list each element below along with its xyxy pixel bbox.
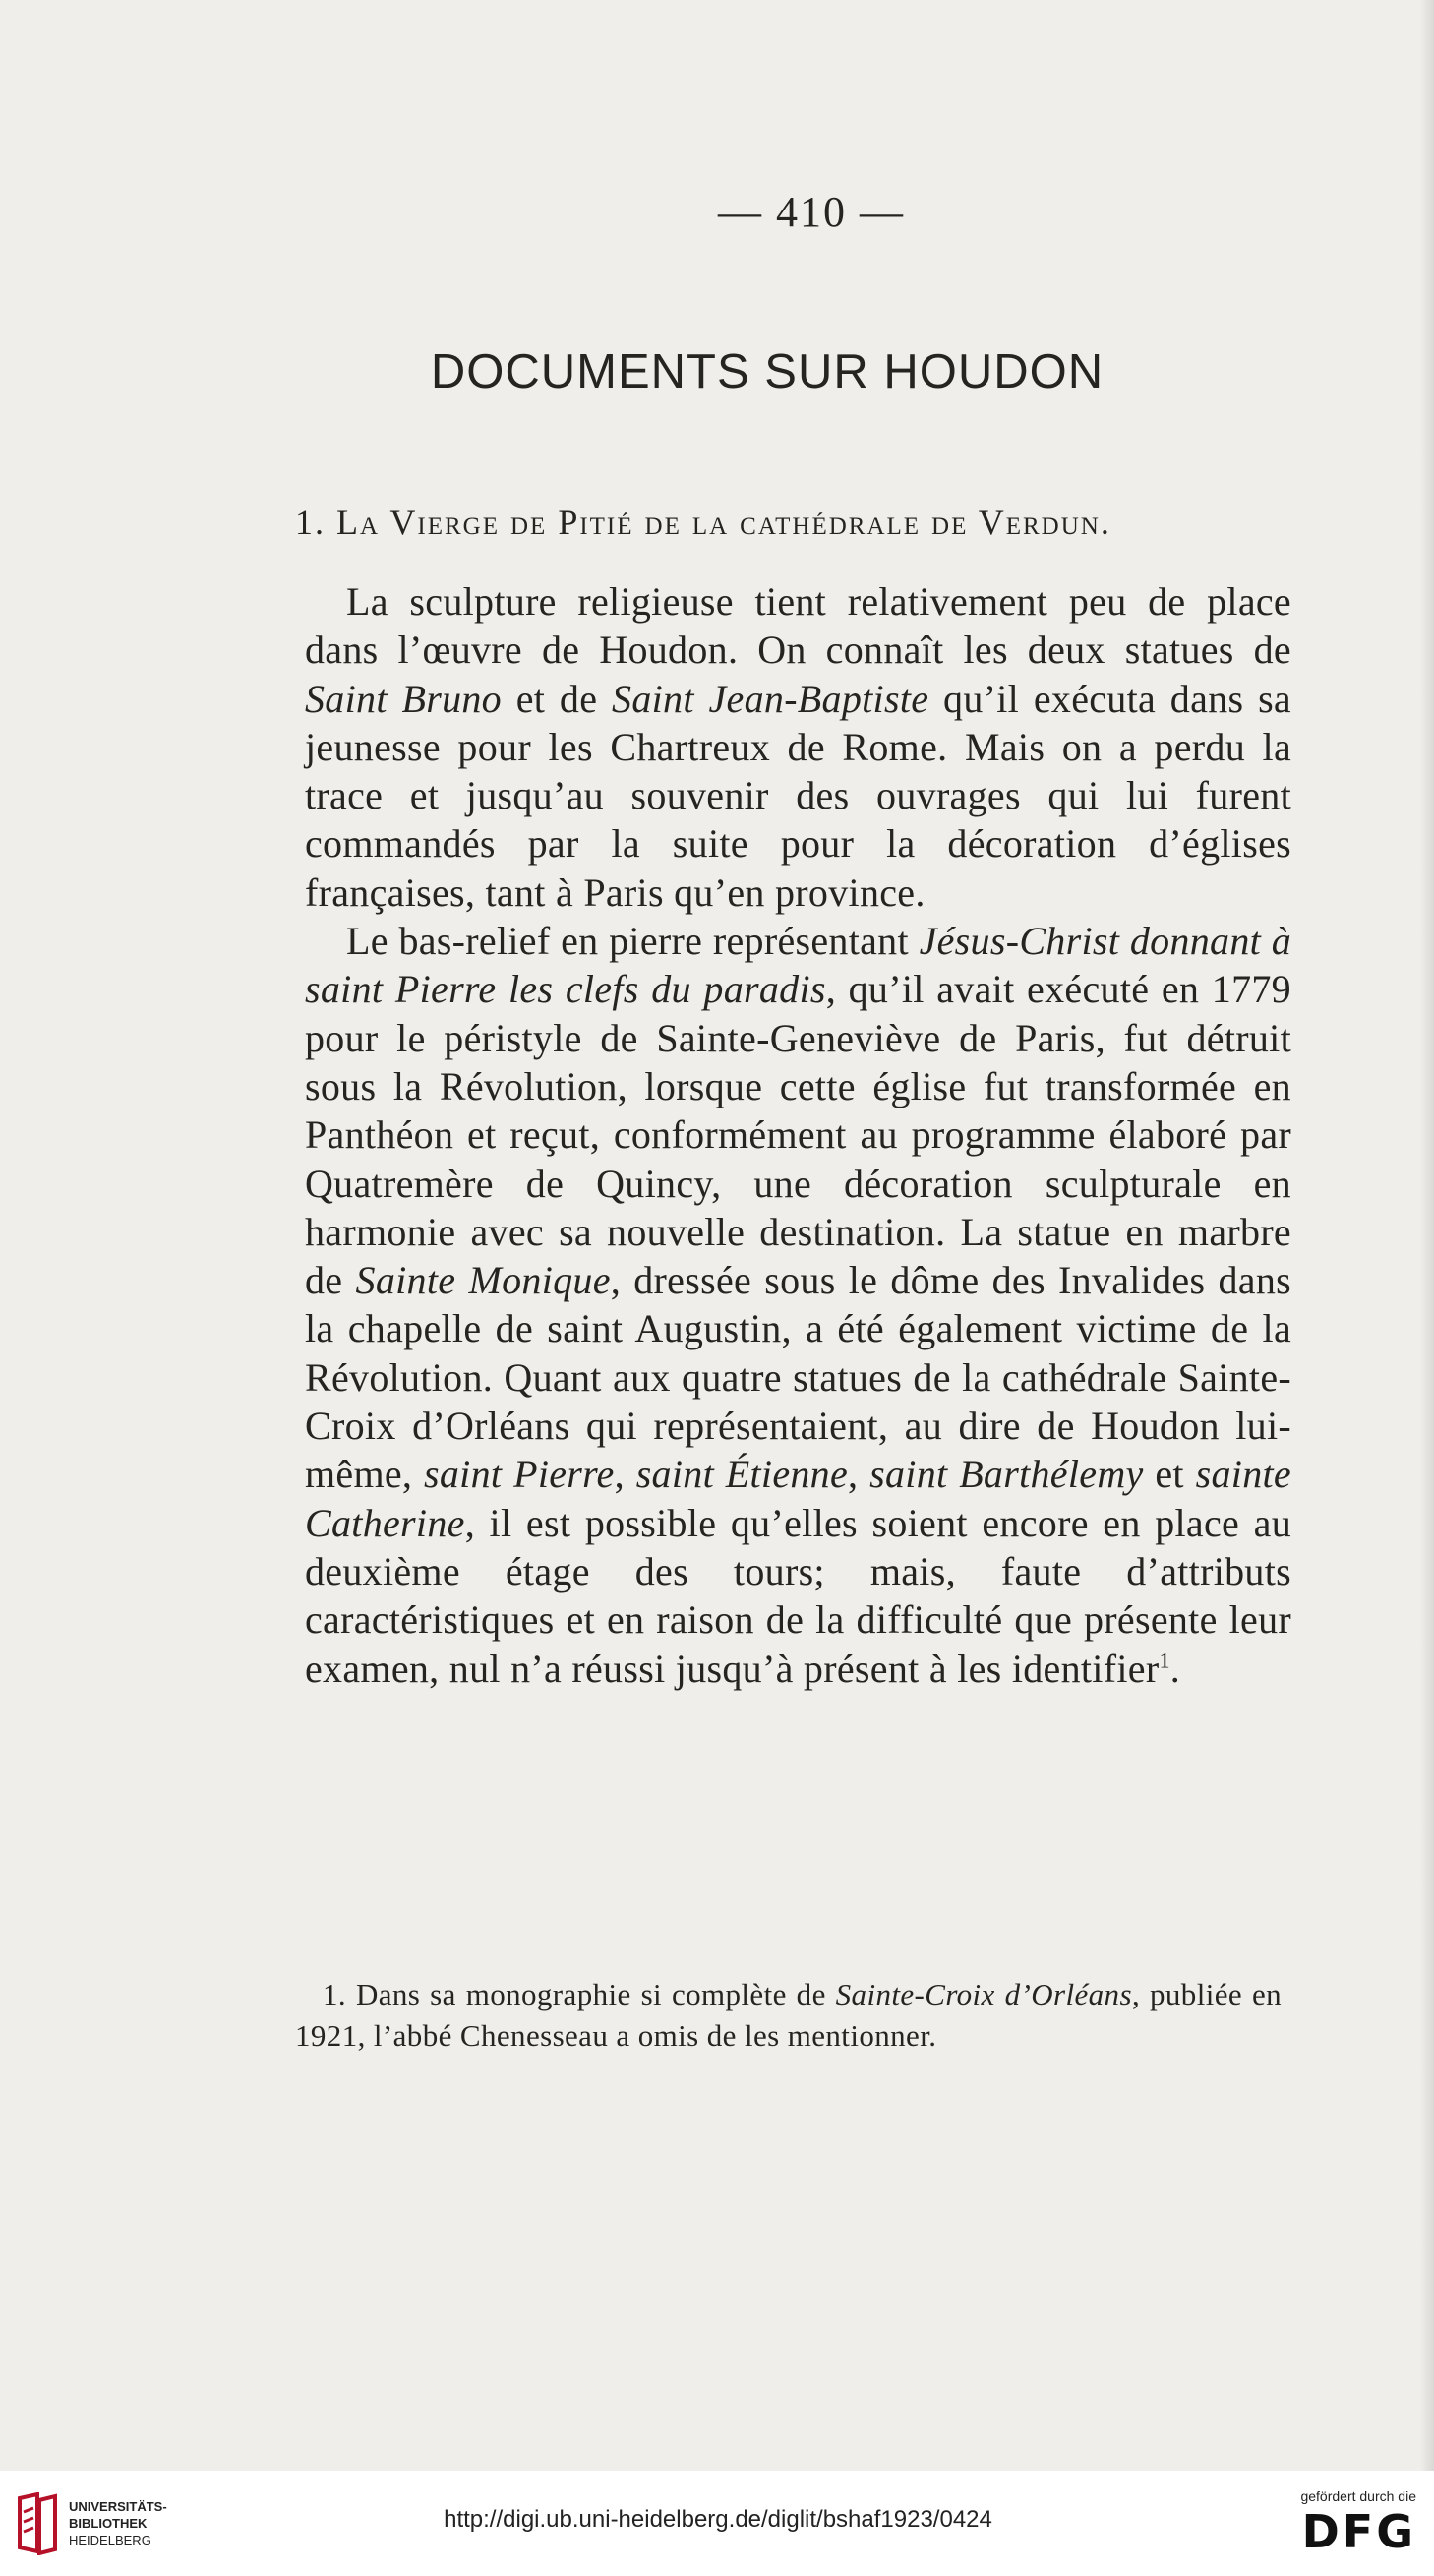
section-heading: 1. La Vierge de Pitié de la cathédrale de Verdun.	[295, 503, 1111, 542]
italic-title: saint Étienne	[635, 1452, 849, 1497]
library-name-line: BIBLIOTHEK	[69, 2516, 148, 2531]
paragraph-1	[305, 577, 1291, 917]
italic-title: Saint Jean-Baptiste	[612, 676, 929, 721]
italic-title: Sainte Monique	[355, 1258, 611, 1303]
text-run: 1. Dans sa monographie si complète de	[323, 1977, 836, 2011]
text-run: Le bas-relief en pierre représentant	[346, 919, 920, 964]
italic-title: Saint Bruno	[305, 676, 502, 721]
text-run: ,	[614, 1452, 636, 1497]
library-name-line: UNIVERSITÄTS-	[69, 2499, 167, 2514]
page-number: — 410 —	[718, 188, 905, 236]
text-run: et	[1143, 1452, 1196, 1497]
page-title: DOCUMENTS SUR HOUDON	[430, 345, 1105, 398]
italic-title: Jésus-Christ donnant à saint Pierre les clefs du paradis	[305, 919, 1291, 1012]
document-url-link[interactable]: http://digi.ub.uni-heidelberg.de/diglit/bshaf1923/0424	[444, 2506, 992, 2533]
footnote-1	[295, 1974, 1282, 2057]
text-run: , il est possible qu’elles soient encore en place au deuxième étage des tours; mais, faute d’attributs caractéristiques et en raison de la difficulté que présente leur examen, nul n’a réussi jusqu’à présent à les identifier	[305, 1500, 1291, 1691]
body-text	[305, 577, 1291, 1693]
text-run: , dressée sous le dôme des Invalides dans la chapelle de saint Augustin, a été également victime de la Révolution. Quant aux quatre statues de la cathédrale Sainte-Croix d’Orléans qui représentaient, au dire de Houdon lui-même,	[305, 1258, 1292, 1497]
text-run: qu’il exécuta dans sa jeunesse pour les Chartreux de Rome. Mais on a perdu la trace et jusqu’au souvenir des ouvrages qui lui furent commandés par la suite pour la décoration d’églises françaises, tant à Paris qu’en province.	[305, 676, 1291, 915]
text-run: , qu’il avait exécuté en 1779 pour le péristyle de Sainte-Geneviève de Paris, fut détruit sous la Révolution, lorsque cette église fut transformée en Panthéon et reçut, conformément au programme élaboré par Quatremère de Quincy, une décoration sculpturale en harmonie avec sa nouvelle destination. La statue en marbre de	[305, 967, 1291, 1303]
text-run: .	[1169, 1646, 1181, 1691]
footnote	[295, 1974, 1282, 2057]
dfg-logo[interactable]: DFG	[1301, 2505, 1416, 2558]
text-run: ,	[848, 1452, 870, 1497]
paragraph-2	[305, 917, 1291, 1693]
italic-title: sainte Catherine	[305, 1452, 1291, 1545]
page-edge-shadow	[1420, 0, 1434, 2471]
funding-notice	[1239, 2488, 1416, 2559]
text-run: et de	[501, 676, 613, 721]
footnote-marker: 1	[1159, 1647, 1170, 1673]
library-name	[69, 2498, 167, 2548]
footer-bar	[0, 2471, 1434, 2576]
funding-label: gefördert durch die	[1300, 2488, 1416, 2504]
text-run: , publiée en 1921, l’abbé Chenesseau a omis de les mentionner.	[295, 1977, 1283, 2053]
text-run: La sculpture religieuse tient relativement peu de place dans l’œuvre de Houdon. On connaît les deux statues de	[305, 579, 1291, 673]
italic-title: saint Pierre	[424, 1452, 615, 1497]
university-library-logo-icon[interactable]	[16, 2492, 59, 2555]
library-name-line: HEIDELBERG	[69, 2533, 151, 2547]
italic-title: Sainte-Croix d’Orléans	[835, 1977, 1132, 2011]
italic-title: saint Barthélemy	[869, 1452, 1144, 1497]
